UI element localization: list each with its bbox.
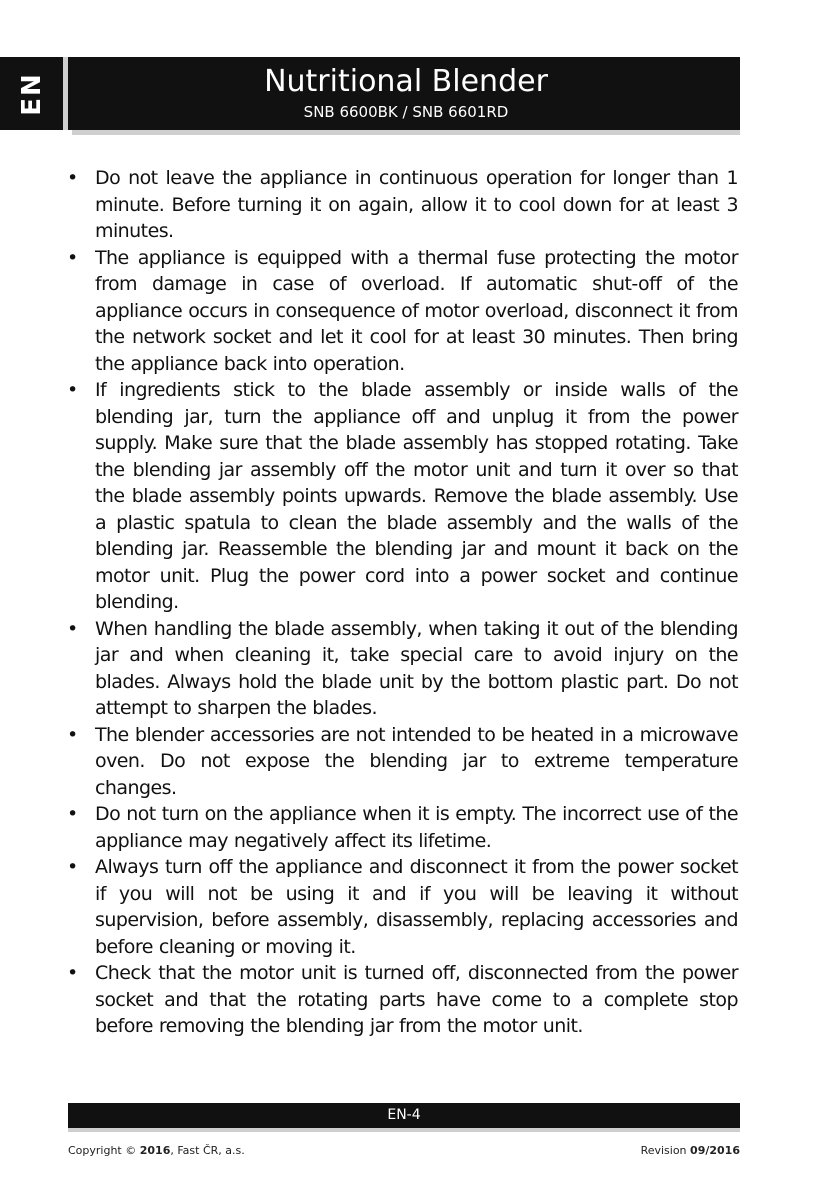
copyright-company: , Fast ČR, a.s.	[170, 1144, 245, 1157]
model-numbers: SNB 6600BK / SNB 6601RD	[303, 103, 509, 121]
instruction-text: When handling the blade assembly, when taking it out of the blending jar and when cleaning it, take special care to avoid injury on the blades. Always hold the blade unit by the bottom plastic part. Do not attempt to sharpen the blades.	[95, 617, 738, 719]
page-number-bar	[68, 1103, 740, 1128]
footer-shadow	[68, 1128, 740, 1132]
revision-date: 09/2016	[690, 1144, 740, 1157]
instruction-item	[64, 245, 738, 378]
safety-instructions-list	[64, 165, 738, 1040]
copyright-notice	[68, 1144, 245, 1157]
bullet-icon: •	[67, 246, 78, 269]
instruction-text: Do not turn on the appliance when it is empty. The incorrect use of the appliance may negatively affect its lifetime.	[95, 803, 738, 852]
page-header	[72, 57, 740, 130]
bullet-icon: •	[67, 167, 78, 189]
instruction-text: Always turn off the appliance and disconnect it from the power socket if you will not be using it and if you will be leaving it without supervision, before assembly, disassembly, replacing accessories and before cleaning or moving it.	[95, 856, 738, 958]
instruction-text: The appliance is equipped with a thermal fuse protecting the motor from damage in case of overload. If automatic shut-off of the appliance occurs in consequence of motor overload, disconnect it from the network socket and let it cool for at least 30 minutes. Then bring the appliance back into operation.	[95, 246, 738, 375]
instruction-item	[64, 854, 738, 960]
language-label: EN	[16, 71, 47, 116]
header-shadow	[72, 130, 740, 135]
instruction-item	[64, 722, 738, 802]
bullet-icon: •	[67, 803, 78, 825]
bullet-icon: •	[67, 962, 78, 984]
page-title: Nutritional Blender	[264, 64, 548, 99]
instruction-item	[64, 960, 738, 1040]
bullet-icon: •	[67, 856, 78, 878]
page-number: EN-4	[387, 1107, 421, 1123]
bullet-icon: •	[67, 379, 78, 401]
revision-label: Revision	[640, 1144, 687, 1157]
instruction-text: Do not leave the appliance in continuous operation for longer than 1 minute. Before turning it on again, allow it to cool down for at least 3 minutes.	[95, 167, 738, 242]
instruction-item	[64, 377, 738, 616]
instruction-text: Check that the motor unit is turned off, disconnected from the power socket and that the rotating parts have come to a complete stop before removing the blending jar from the motor unit.	[95, 962, 738, 1037]
copyright-prefix: Copyright ©	[68, 1144, 137, 1157]
instruction-text: If ingredients stick to the blade assembly or inside walls of the blending jar, turn the appliance off and unplug it from the power supply. Make sure that the blade assembly has stopped rotating. Take the blending jar assembly off the motor unit and turn it over so that the blade assembly points upwards. Remove the blade assembly. Use a plastic spatula to clean the blade assembly and the walls of the blending jar. Reassemble the blending jar and mount it back on the motor unit. Plug the power cord into a power socket and continue blending.	[95, 379, 738, 613]
instruction-item	[64, 616, 738, 722]
language-tab	[0, 57, 63, 130]
instruction-text: The blender accessories are not intended to be heated in a microwave oven. Do not expose the blending jar to extreme temperature changes.	[95, 723, 738, 799]
revision-notice	[641, 1144, 740, 1157]
copyright-year: 2016	[139, 1144, 171, 1157]
bullet-icon: •	[67, 723, 78, 746]
instruction-item	[64, 801, 738, 854]
bullet-icon: •	[67, 617, 78, 640]
instruction-item	[64, 165, 738, 245]
